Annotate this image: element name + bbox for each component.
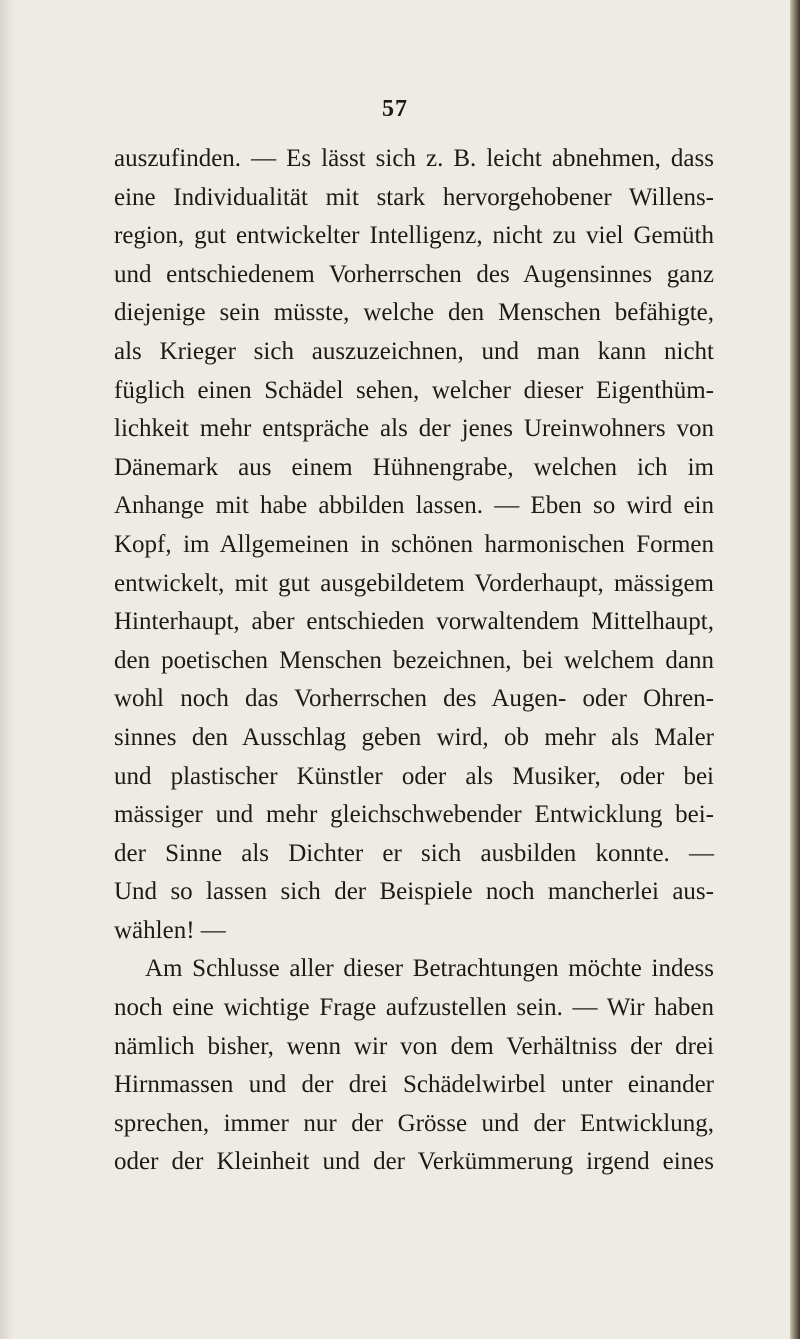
text-line: auszufinden. — Es lässt sich z. B. leicht abnehmen, dass <box>114 145 714 172</box>
text-line: wohl noch das Vorherrschen des Augen- oder Ohren- <box>114 685 714 713</box>
text-line: Dänemark aus einem Hühnengrabe, welchen ich im <box>114 453 714 481</box>
body-text <box>114 140 714 1182</box>
text-line: diejenige sein müsste, welche den Menschen befähigte, <box>114 299 714 327</box>
text-line: Und so lassen sich der Beispiele noch mancherlei aus- <box>114 878 714 906</box>
page-number: 57 <box>382 96 408 122</box>
text-line: und plastischer Künstler oder als Musiker, oder bei <box>114 762 714 790</box>
text-line: region, gut entwickelter Intelligenz, nicht zu viel Gemüth <box>114 222 714 250</box>
text-line: Hinterhaupt, aber entschieden vorwaltendem Mittelhaupt, <box>114 608 714 636</box>
page-gutter-shadow <box>0 0 14 1339</box>
text-line: der Sinne als Dichter er sich ausbilden konnte. — <box>114 839 714 867</box>
text-line: Anhange mit habe abbilden lassen. — Eben so wird ein <box>114 492 714 520</box>
text-line: Hirnmassen und der drei Schädelwirbel unter einander <box>114 1071 714 1099</box>
text-line: mässiger und mehr gleichschwebender Entwicklung bei- <box>114 801 714 829</box>
text-line: oder der Kleinheit und der Verkümmerung irgend eines <box>114 1148 714 1176</box>
text-line: eine Individualität mit stark hervorgehobener Willens- <box>114 183 714 211</box>
text-line: sprechen, immer nur der Grösse und der Entwicklung, <box>114 1109 714 1137</box>
text-line: entwickelt, mit gut ausgebildetem Vorderhaupt, mässigem <box>114 569 714 597</box>
text-line: Kopf, im Allgemeinen in schönen harmonischen Formen <box>114 530 714 558</box>
book-edge-shadow <box>790 0 800 1339</box>
text-line: als Krieger sich auszuzeichnen, und man kann nicht <box>114 337 714 365</box>
text-line: lichkeit mehr entspräche als der jenes Ureinwohners von <box>114 415 714 443</box>
text-line: wählen! — <box>114 916 226 944</box>
text-line: sinnes den Ausschlag geben wird, ob mehr als Maler <box>114 723 714 751</box>
text-line: füglich einen Schädel sehen, welcher dieser Eigenthüm- <box>114 376 714 404</box>
text-line: und entschiedenem Vorherrschen des Augensinnes ganz <box>114 260 714 288</box>
text-line: Am Schlusse aller dieser Betrachtungen möchte indess <box>145 955 714 983</box>
text-line: den poetischen Menschen bezeichnen, bei welchem dann <box>114 646 714 674</box>
text-line: noch eine wichtige Frage aufzustellen sein. — Wir haben <box>114 994 714 1022</box>
text-line: nämlich bisher, wenn wir von dem Verhältniss der drei <box>114 1032 714 1060</box>
